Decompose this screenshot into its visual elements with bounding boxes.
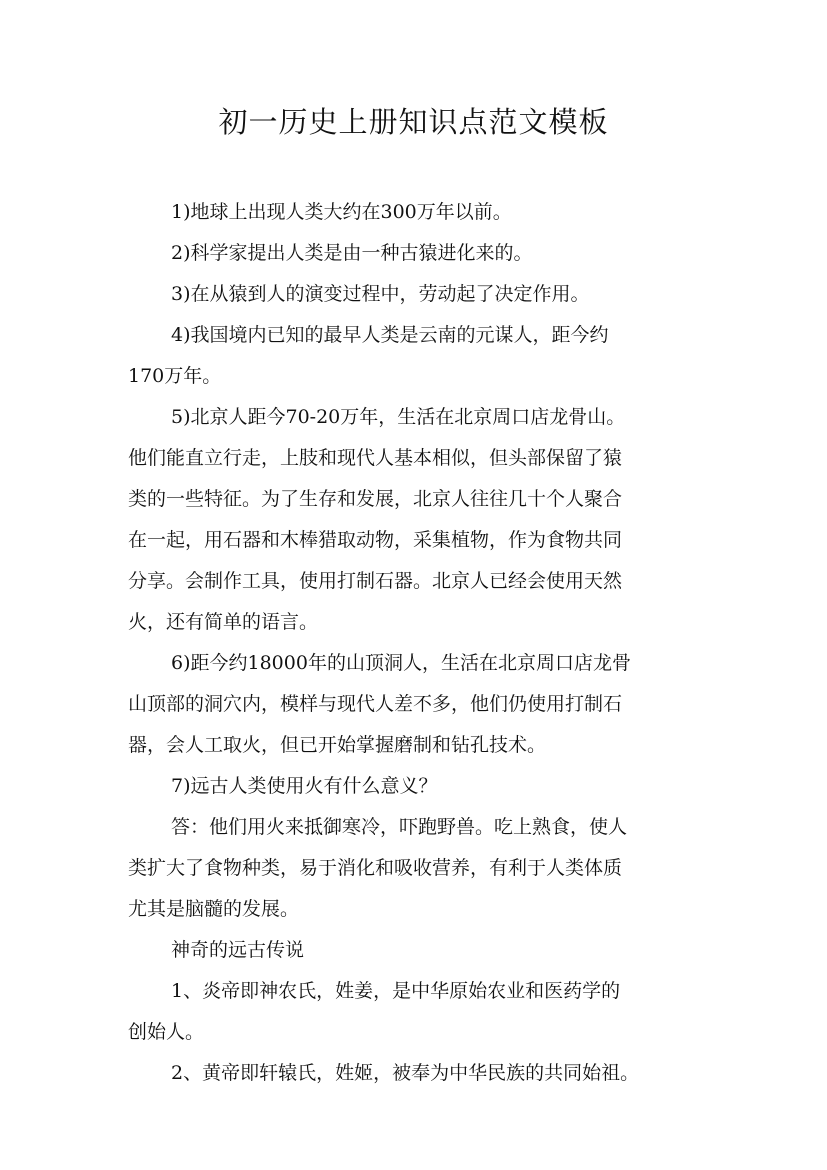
text-line: 答：他们用火来抵御寒冷，吓跑野兽。吃上熟食，使人 xyxy=(171,816,628,838)
text-line: 他们能直立行走，上肢和现代人基本相似，但头部保留了猿 xyxy=(128,447,623,469)
text-line: 1、炎帝即神农氏，姓姜，是中华原始农业和医药学的 xyxy=(171,980,621,1002)
text-line: 山顶部的洞穴内，模样与现代人差不多，他们仍使用打制石 xyxy=(128,693,623,715)
text-line: 170万年。 xyxy=(128,365,222,387)
text-line: 5)北京人距今70-20万年，生活在北京周口店龙骨山。 xyxy=(171,406,626,428)
text-line: 尤其是脑髓的发展。 xyxy=(128,898,300,920)
text-line: 器，会人工取火，但已开始掌握磨制和钻孔技术。 xyxy=(128,734,547,756)
text-line: 分享。会制作工具，使用打制石器。北京人已经会使用天然 xyxy=(128,570,623,592)
text-line: 类扩大了食物种类，易于消化和吸收营养，有利于人类体质 xyxy=(128,857,623,879)
text-line: 7)远古人类使用火有什么意义？ xyxy=(171,775,438,797)
text-line: 2)科学家提出人类是由一种古猿进化来的。 xyxy=(171,242,533,264)
document-body xyxy=(128,192,708,1094)
text-line: 神奇的远古传说 xyxy=(171,939,305,961)
text-line: 3)在从猿到人的演变过程中，劳动起了决定作用。 xyxy=(171,283,590,305)
text-line: 类的一些特征。为了生存和发展，北京人往往几十个人聚合 xyxy=(128,488,623,510)
text-line: 1)地球上出现人类大约在300万年以前。 xyxy=(171,201,512,223)
text-line: 火，还有简单的语言。 xyxy=(128,611,319,633)
text-line: 创始人。 xyxy=(128,1021,205,1043)
text-line: 2、黄帝即轩辕氏，姓姬，被奉为中华民族的共同始祖。 xyxy=(171,1062,640,1084)
document-title: 初一历史上册知识点范文模板 xyxy=(218,105,609,139)
text-line: 在一起，用石器和木棒猎取动物，采集植物，作为食物共同 xyxy=(128,529,623,551)
text-line: 4)我国境内已知的最早人类是云南的元谋人，距今约 xyxy=(171,324,609,346)
text-line: 6)距今约18000年的山顶洞人，生活在北京周口店龙骨 xyxy=(171,652,631,674)
